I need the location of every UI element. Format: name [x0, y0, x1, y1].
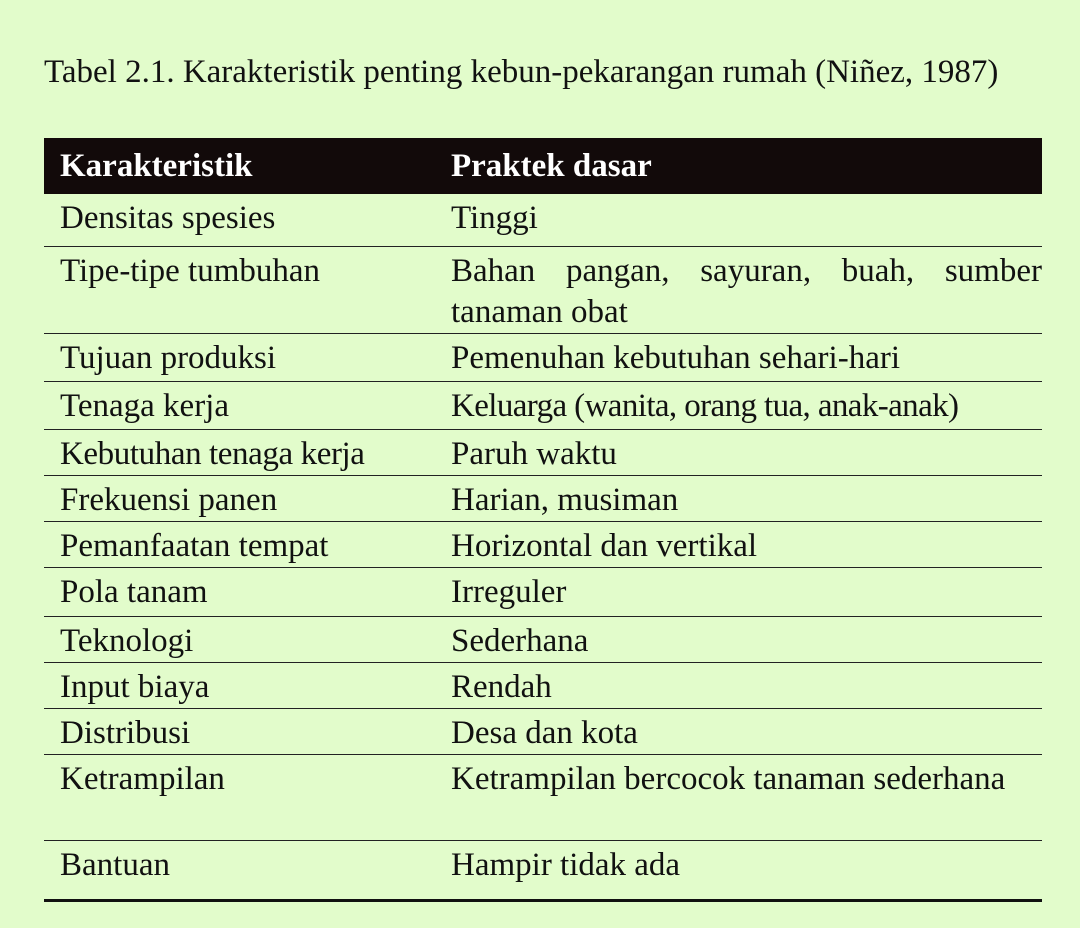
practice-cell: Desa dan kota [434, 708, 1042, 754]
characteristics-table [44, 138, 1042, 902]
characteristic-cell: Bantuan [44, 840, 434, 900]
characteristic-cell: Input biaya [44, 662, 434, 708]
table-body [44, 194, 1042, 900]
table-row [44, 662, 1042, 708]
practice-cell: Irreguler [434, 567, 1042, 616]
characteristic-cell: Kebutuhan tenaga kerja [44, 429, 434, 475]
practice-cell: Keluarga (wanita, orang tua, anak-anak) [434, 381, 1042, 429]
table-caption: Tabel 2.1. Karakteristik penting kebun-pekarangan rumah (Niñez, 1987) [44, 54, 999, 90]
table-row [44, 429, 1042, 475]
table-row [44, 754, 1042, 840]
characteristic-cell: Tenaga kerja [44, 381, 434, 429]
characteristic-cell: Distribusi [44, 708, 434, 754]
practice-cell: Tinggi [434, 194, 1042, 246]
table-row [44, 616, 1042, 662]
table-row [44, 567, 1042, 616]
characteristic-cell: Teknologi [44, 616, 434, 662]
practice-cell: Pemenuhan kebutuhan sehari-hari [434, 333, 1042, 381]
characteristic-cell: Pemanfaatan tempat [44, 521, 434, 567]
table-row [44, 521, 1042, 567]
characteristic-cell: Tipe-tipe tumbuhan [44, 246, 434, 333]
table-row [44, 840, 1042, 900]
table-row [44, 381, 1042, 429]
characteristic-cell: Densitas spesies [44, 194, 434, 246]
practice-cell: Paruh waktu [434, 429, 1042, 475]
table-header [44, 138, 1042, 194]
characteristic-cell: Tujuan produksi [44, 333, 434, 381]
table-row [44, 194, 1042, 246]
practice-cell: Harian, musiman [434, 475, 1042, 521]
characteristic-cell: Pola tanam [44, 567, 434, 616]
practice-cell: Horizontal dan vertikal [434, 521, 1042, 567]
characteristic-cell: Frekuensi panen [44, 475, 434, 521]
header-basic-practice: Praktek dasar [434, 138, 1042, 194]
table-row [44, 246, 1042, 333]
practice-cell: Rendah [434, 662, 1042, 708]
practice-cell: Hampir tidak ada [434, 840, 1042, 900]
table-row [44, 475, 1042, 521]
practice-cell: Sederhana [434, 616, 1042, 662]
practice-cell: Ketrampilan bercocok tanaman sederhana [434, 754, 1042, 840]
table-row [44, 333, 1042, 381]
practice-cell: Bahan pangan, sayuran, buah, sumber tanaman obat [434, 246, 1042, 333]
characteristic-cell: Ketrampilan [44, 754, 434, 840]
header-characteristic: Karakteristik [44, 138, 434, 194]
table-row [44, 708, 1042, 754]
